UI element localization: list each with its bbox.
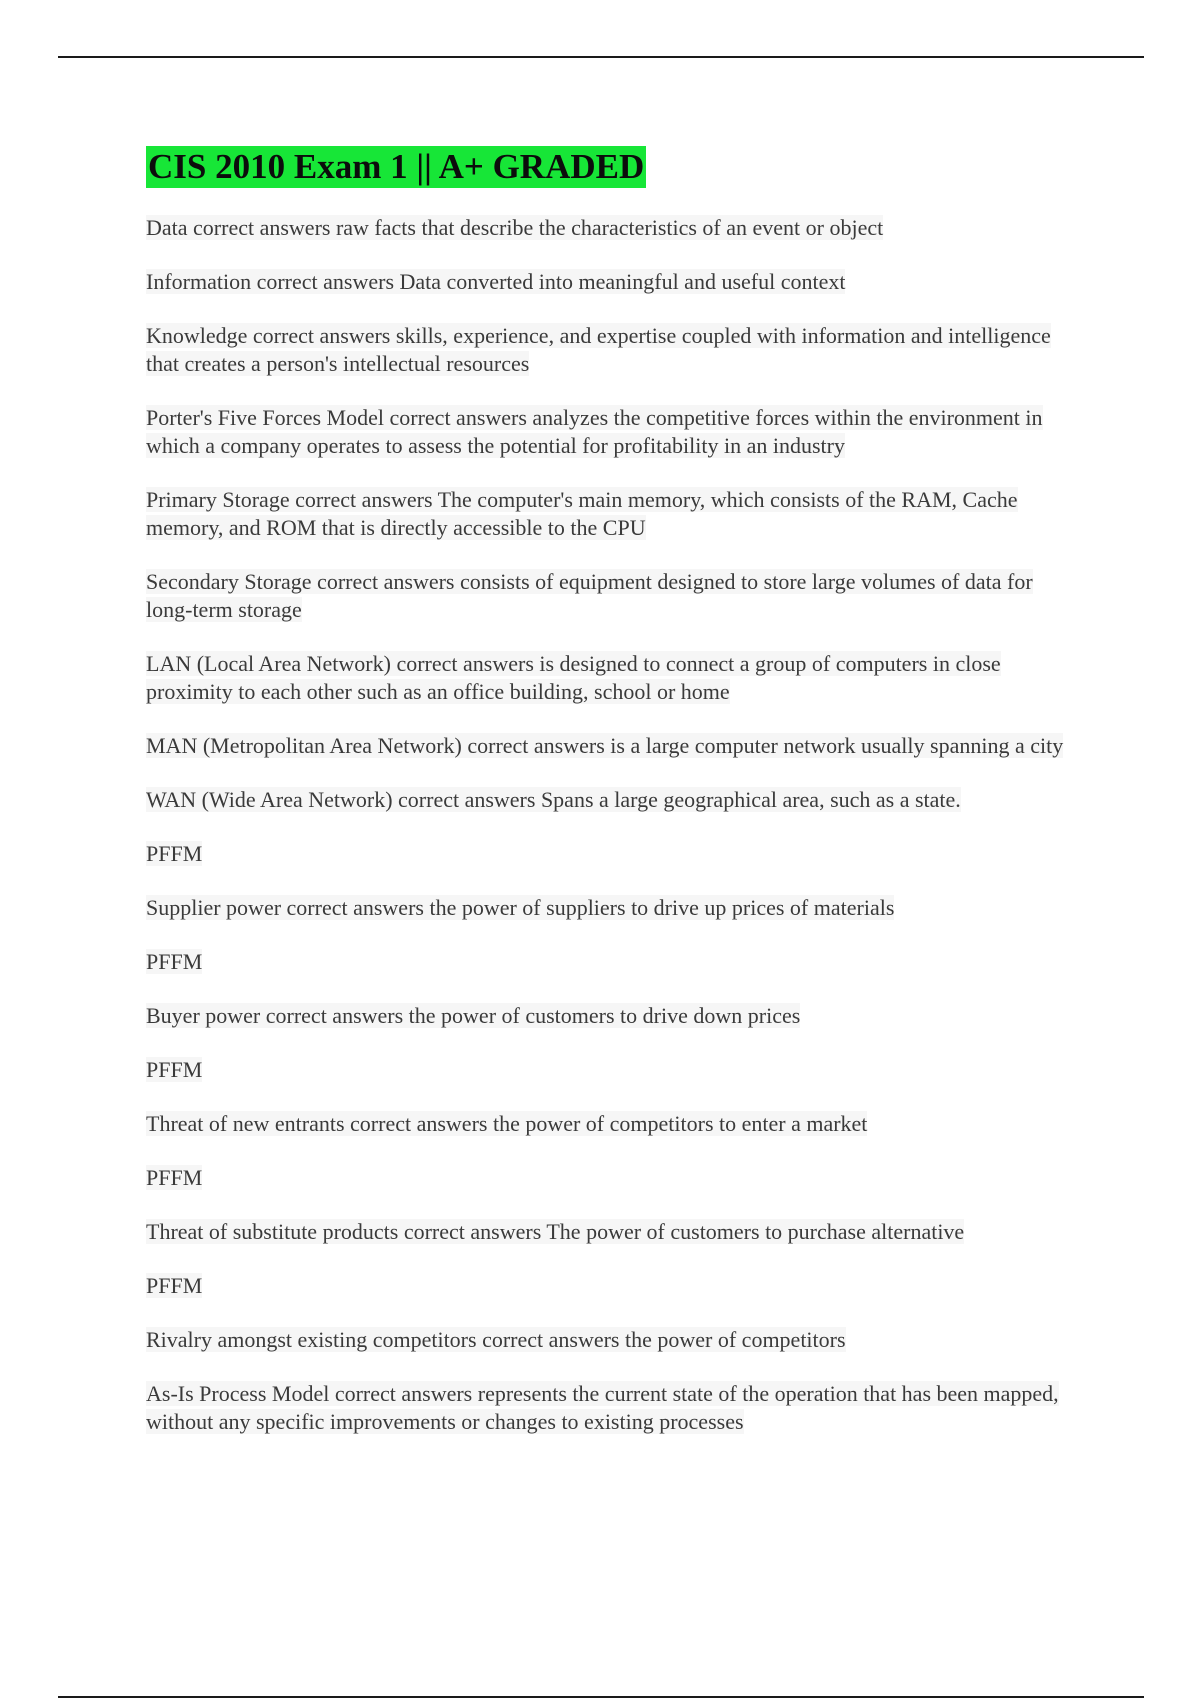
- entry-rivalry: Rivalry amongst existing competitors correct answers the power of competitors: [146, 1327, 846, 1352]
- entry-threat-new-entrants: Threat of new entrants correct answers the power of competitors to enter a market: [146, 1111, 868, 1136]
- entry-wan: WAN (Wide Area Network) correct answers Spans a large geographical area, such as a state.: [146, 787, 961, 812]
- entry-pffm-label: PFFM: [146, 1273, 203, 1298]
- entry-information: Information correct answers Data converted into meaningful and useful context: [146, 269, 846, 294]
- entry-porters-five-forces: Porter's Five Forces Model correct answers analyzes the competitive forces within the environment in which a company operates to assess the potential for profitability in an industry: [146, 405, 1043, 458]
- entry-data: Data correct answers raw facts that describe the characteristics of an event or object: [146, 215, 884, 240]
- entry-lan: LAN (Local Area Network) correct answers is designed to connect a group of computers in close proximity to each other such as an office building, school or home: [146, 651, 1001, 704]
- entry-supplier-power: Supplier power correct answers the power of suppliers to drive up prices of materials: [146, 895, 895, 920]
- top-rule: [58, 56, 1144, 58]
- entry-pffm-label: PFFM: [146, 1057, 203, 1082]
- entry-pffm-label: PFFM: [146, 1165, 203, 1190]
- entry-buyer-power: Buyer power correct answers the power of customers to drive down prices: [146, 1003, 801, 1028]
- entry-man: MAN (Metropolitan Area Network) correct answers is a large computer network usually spanning a city: [146, 733, 1064, 758]
- entry-as-is-process-model: As-Is Process Model correct answers represents the current state of the operation that has been mapped, without any specific improvements or changes to existing processes: [146, 1381, 1059, 1434]
- entry-secondary-storage: Secondary Storage correct answers consists of equipment designed to store large volumes of data for long-term storage: [146, 569, 1033, 622]
- bottom-rule: [58, 1696, 1144, 1698]
- page-title: CIS 2010 Exam 1 || A+ GRADED: [148, 147, 645, 186]
- entry-primary-storage: Primary Storage correct answers The computer's main memory, which consists of the RAM, Cache memory, and ROM that is directly accessible to the CPU: [146, 487, 1018, 540]
- entry-pffm-label: PFFM: [146, 841, 203, 866]
- entry-pffm-label: PFFM: [146, 949, 203, 974]
- document-body: [146, 146, 1066, 1462]
- entry-knowledge: Knowledge correct answers skills, experience, and expertise coupled with information and intelligence that creates a person's intellectual resources: [146, 323, 1051, 376]
- entry-threat-substitute-products: Threat of substitute products correct answers The power of customers to purchase alternative: [146, 1219, 965, 1244]
